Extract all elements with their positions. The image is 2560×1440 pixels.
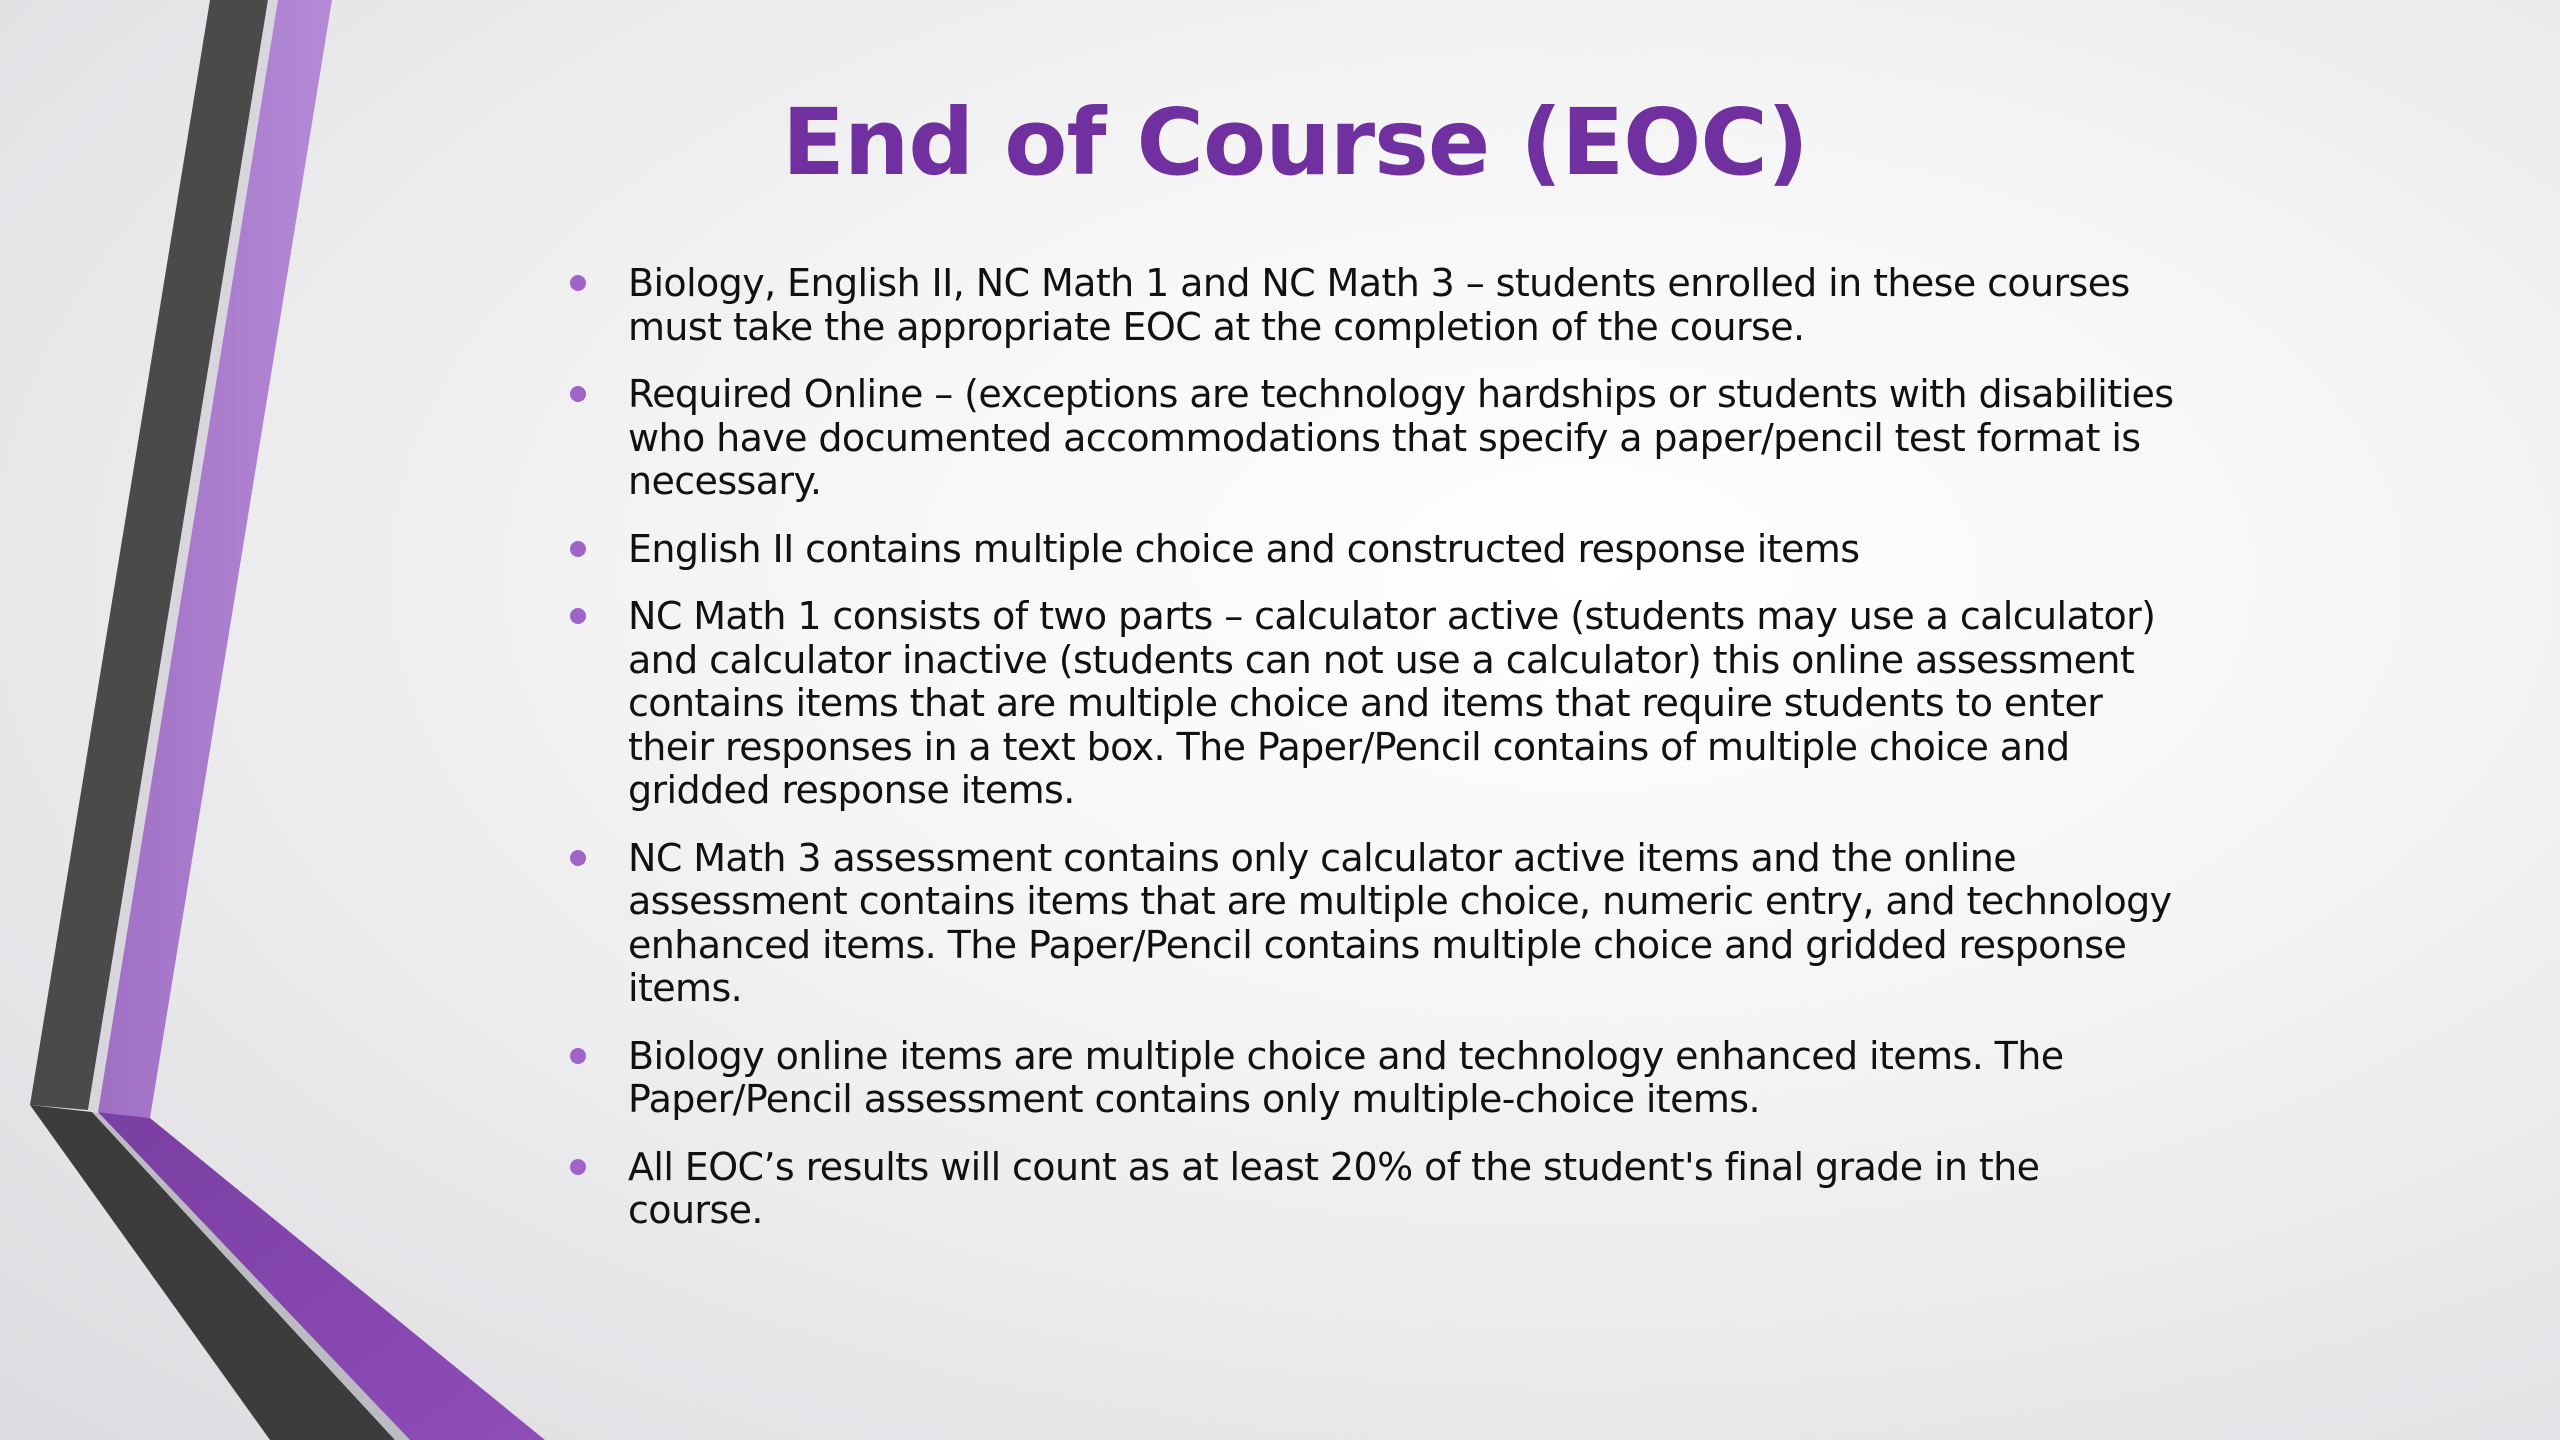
bullet-text: Required Online – (exceptions are technology hardships or students with disabilities who have documented accommodations that specify a paper/pencil test format is necessary. [628, 372, 2174, 503]
bullet-text: Biology online items are multiple choice and technology enhanced items. The Paper/Pencil assessment contains only multiple-choice items. [628, 1033, 2064, 1121]
bullet-item [560, 262, 2180, 349]
bullet-dot [570, 1159, 586, 1175]
bullet-item [560, 837, 2180, 1011]
bullet-dot [570, 1048, 586, 1064]
bullet-text: NC Math 1 consists of two parts – calculator active (students may use a calculator) and calculator inactive (students can not use a calculator) this online assessment contains items that are multiple choice and items that require students to enter their responses in a text box. The Paper/Pencil contains of multiple choice and gridded response items. [628, 594, 2156, 812]
bullet-item [560, 1035, 2180, 1122]
bullet-text: All EOC’s results will count as at least 20% of the student's final grade in the course. [628, 1144, 2040, 1232]
bullet-dot [570, 850, 586, 866]
bullet-text: NC Math 3 assessment contains only calculator active items and the online assessment contains items that are multiple choice, numeric entry, and technology enhanced items. The Paper/Pencil contains multiple choice and gridded response items. [628, 835, 2172, 1010]
bullet-dot [570, 541, 586, 557]
bullet-list [560, 262, 2180, 1257]
slide-title: End of Course (EOC) [782, 89, 1808, 196]
bullet-item [560, 528, 2180, 572]
bullet-dot [570, 386, 586, 402]
bullet-dot [570, 275, 586, 291]
bullet-item [560, 595, 2180, 813]
bullet-item [560, 1146, 2180, 1233]
bullet-text: English II contains multiple choice and constructed response items [628, 526, 1860, 571]
bullet-text: Biology, English II, NC Math 1 and NC Math 3 – students enrolled in these courses must take the appropriate EOC at the completion of the course. [628, 261, 2130, 349]
bullet-dot [570, 608, 586, 624]
bullet-item [560, 373, 2180, 504]
lower-dark-band [30, 1105, 395, 1440]
